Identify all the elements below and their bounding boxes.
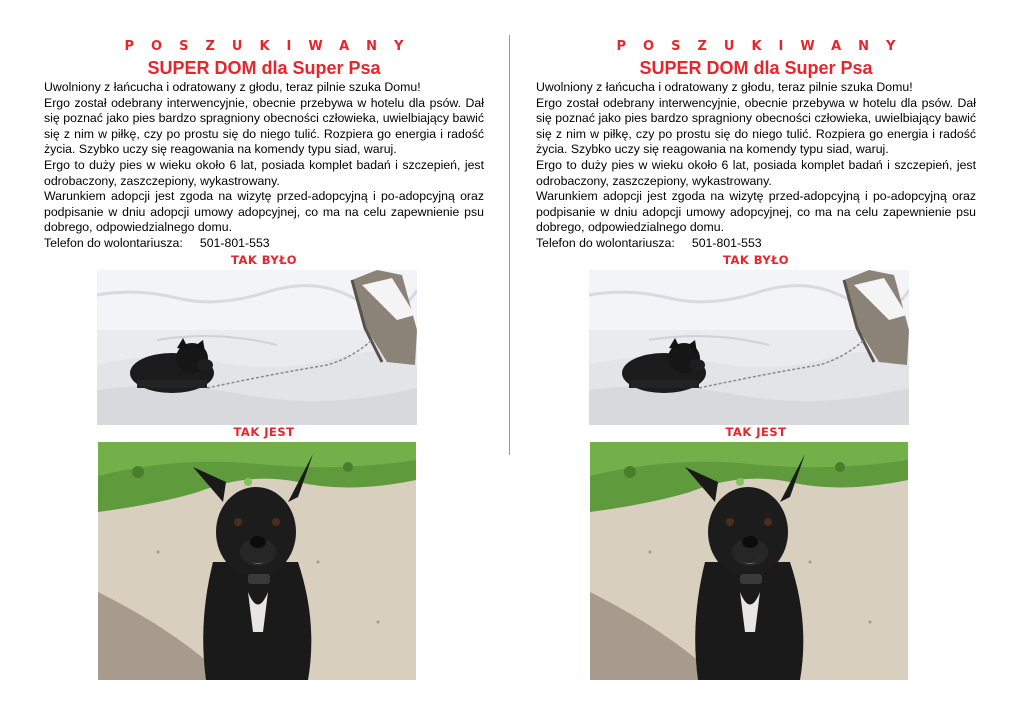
- flyer-right: [536, 38, 976, 680]
- phone-line: [536, 236, 976, 252]
- caption-before: TAK BYŁO: [231, 252, 297, 267]
- flyer-body: [536, 80, 976, 252]
- flyer-header: POSZUKIWANY: [124, 39, 421, 54]
- phone-label: Telefon do wolontariusza:: [536, 235, 675, 250]
- page-divider: [509, 35, 510, 455]
- story-paragraph: Ergo został odebrany interwencyjnie, obecnie przebywa w hotelu dla psów. Dał się poznać jako pies bardzo spragniony obecności człowieka, uwielbiający bawić się z nim w piłkę, czy po prostu się do niego tulić. Rozpiera go energia i radość życia. Szybko uczy się reagowania na komendy typu siad, waruj.: [536, 95, 976, 157]
- phone-line: [44, 236, 484, 252]
- flyer-body: [44, 80, 484, 252]
- flyer-left: [44, 38, 484, 680]
- photo-dog-sitting-happy: [590, 442, 908, 680]
- flyer-header: POSZUKIWANY: [616, 39, 913, 54]
- intro-paragraph: Uwolniony z łańcucha i odratowany z głodu, teraz pilnie szuka Domu!: [44, 80, 421, 94]
- adoption-terms-paragraph: Warunkiem adopcji jest zgoda na wizytę przed-adopcyjną i po-adopcyjną oraz podpisanie w dniu adopcji umowy adopcyjnej, co ma na celu zapewnienie psu dobrego, odpowiedzialnego domu.: [536, 189, 976, 235]
- phone-label: Telefon do wolontariusza:: [44, 235, 183, 250]
- caption-after: TAK JEST: [233, 424, 295, 439]
- phone-number: 501-801-553: [199, 235, 270, 250]
- photo-dog-on-chain-in-snow: [97, 270, 417, 425]
- phone-number: 501-801-553: [691, 235, 762, 250]
- health-paragraph: Ergo to duży pies w wieku około 6 lat, posiada komplet badań i szczepień, jest odrobaczony, zaszczepiony, wykastrowany.: [44, 157, 484, 188]
- photo-dog-sitting-happy: [98, 442, 416, 680]
- adoption-terms-paragraph: Warunkiem adopcji jest zgoda na wizytę przed-adopcyjną i po-adopcyjną oraz podpisanie w dniu adopcji umowy adopcyjnej, co ma na celu zapewnienie psu dobrego, odpowiedzialnego domu.: [44, 189, 484, 235]
- caption-after: TAK JEST: [725, 424, 787, 439]
- health-paragraph: Ergo to duży pies w wieku około 6 lat, posiada komplet badań i szczepień, jest odrobaczony, zaszczepiony, wykastrowany.: [536, 157, 976, 188]
- caption-before: TAK BYŁO: [723, 252, 789, 267]
- flyer-title: SUPER DOM dla Super Psa: [147, 58, 381, 78]
- flyer-title: SUPER DOM dla Super Psa: [639, 58, 873, 78]
- photo-dog-on-chain-in-snow: [589, 270, 909, 425]
- story-paragraph: Ergo został odebrany interwencyjnie, obecnie przebywa w hotelu dla psów. Dał się poznać jako pies bardzo spragniony obecności człowieka, uwielbiający bawić się z nim w piłkę, czy po prostu się do niego tulić. Rozpiera go energia i radość życia. Szybko uczy się reagowania na komendy typu siad, waruj.: [44, 95, 484, 157]
- intro-paragraph: Uwolniony z łańcucha i odratowany z głodu, teraz pilnie szuka Domu!: [536, 80, 913, 94]
